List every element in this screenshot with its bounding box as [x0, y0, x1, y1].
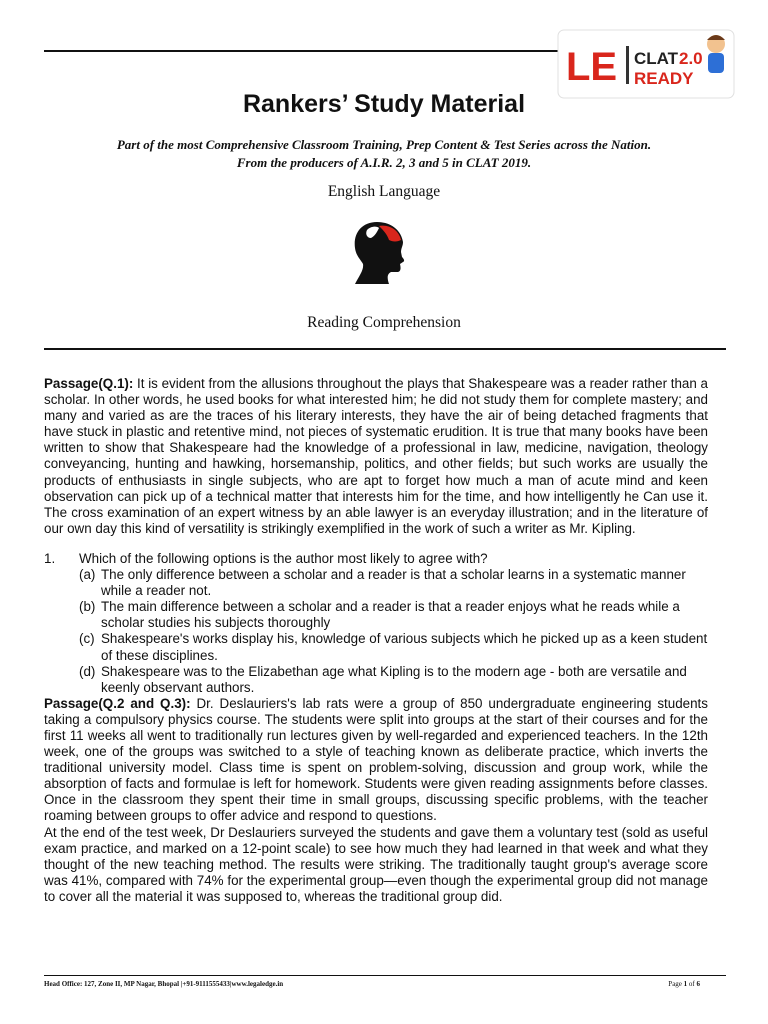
- footer-rule: [44, 975, 726, 976]
- footer-office: Head Office: 127, Zone II, MP Nagar, Bhopal |+91-9111555433|www.legaledge.in: [44, 980, 284, 988]
- passage-2-label: Passage(Q.2 and Q.3):: [44, 695, 191, 711]
- logo-le: LE: [566, 45, 618, 89]
- option-label: (b): [79, 599, 96, 615]
- option-c: [79, 631, 708, 663]
- option-text: The only difference between a scholar and a reader is that a scholar learns in a systematic manner while a reader not.: [101, 567, 686, 599]
- head-profile-icon: [349, 218, 409, 288]
- header-rule: [44, 50, 564, 52]
- option-b: [79, 599, 708, 631]
- passage-1-text: It is evident from the allusions throughout the plays that Shakespeare was a reader rather than a scholar. In other words, he used books for what interested him; he did not study them for complete mastery; and many and varied as are the traces of his literary interests, they have the air of being detached fragments that have stuck in plastic and retentive mind, not pieces of systematic erudition. It is true that many books have been written to show that Shakespeare had the knowledge of a professional in law, medicine, navigation, theology conveyancing, hunting and hawking, horsemanship, politics, and other fields; but such works are usually the products of enthusiasts in single subjects, who are apt to forget how much a man of acute mind and keen observation can pick up of a technical matter that interests him for the time, and how intelligently he Can use it. The cross examination of an expert witness by an able lawyer is an everyday illustration; and in the literature of our own day this kind of versatility is strikingly exemplified in the work of such a writer as Mr. Kipling.: [44, 376, 708, 536]
- content: [44, 376, 708, 905]
- option-text: Shakespeare was to the Elizabethan age what Kipling is to the modern age - both are versatile and keenly observant authors.: [101, 663, 687, 695]
- page-of: of: [688, 980, 695, 988]
- passage-2-para-2: At the end of the test week, Dr Deslauriers surveyed the students and gave them a voluntary test (sold as useful exam practice, and marked on a 12-point scale) to see how much they had learned in that week and what they thought of the new teaching method. The results were striking. The traditionally taught group's average score was 41%, compared with 74% for the experimental group—even though the experimental group did not manage to cover all the material it was supposed to, whereas the traditional group did.: [44, 824, 708, 904]
- page-title: Rankers’ Study Material: [242, 90, 526, 118]
- passage-2: [44, 696, 708, 825]
- option-label: (c): [79, 631, 95, 647]
- logo-clat: CLAT: [634, 49, 679, 68]
- logo-ready: READY: [634, 69, 694, 88]
- page-total: 6: [696, 980, 700, 988]
- option-label: (a): [79, 567, 96, 583]
- tagline: [0, 136, 768, 172]
- question-1-number: 1.: [44, 550, 56, 566]
- question-1: [44, 551, 708, 567]
- question-1-options: [79, 567, 708, 696]
- option-d: [79, 664, 708, 696]
- question-1-text: Which of the following options is the author most likely to agree with?: [79, 550, 488, 566]
- option-label: (d): [79, 663, 96, 679]
- option-a: [79, 567, 708, 599]
- tagline-line-2: From the producers of A.I.R. 2, 3 and 5 in CLAT 2019.: [236, 155, 532, 170]
- page-prefix: Page: [668, 980, 682, 988]
- tagline-line-1: Part of the most Comprehensive Classroom Training, Prep Content & Test Series across the Nation.: [116, 137, 652, 152]
- page-number: [668, 980, 700, 988]
- section-rule: [44, 348, 726, 350]
- passage-2-para-1: Dr. Deslauriers's lab rats were a group of 850 undergraduate engineering students taking a compulsory physics course. The students were split into groups at the start of their courses and for the first 11 weeks all went to traditionally run lectures given by well-regarded and experienced teachers. In the 12th week, one of the groups was switched to a style of teaching known as deliberate practice, which inverts the traditional university model. Class time is spent on problem-solving, discussion and group work, while the absorption of facts and formulae is left for homework. Students were given reading assignments before classes. Once in the classroom they spent their time in small groups, discussing specific problems, with the teacher roaming between groups to offer advice and respond to questions.: [44, 695, 708, 824]
- logo-version: 2.0: [679, 49, 703, 68]
- section-title: Reading Comprehension: [307, 314, 461, 331]
- passage-1: [44, 376, 708, 537]
- option-text: The main difference between a scholar and a reader is that a reader enjoys what he reads while a scholar studies his subjects thoroughly: [101, 599, 680, 631]
- passage-1-label: Passage(Q.1):: [44, 376, 134, 391]
- page-current: 1: [683, 980, 688, 988]
- option-text: Shakespeare's works display his, knowledge of various subjects which he picked up as a keen student of these disciplines.: [101, 631, 708, 663]
- subject-title: English Language: [327, 183, 441, 200]
